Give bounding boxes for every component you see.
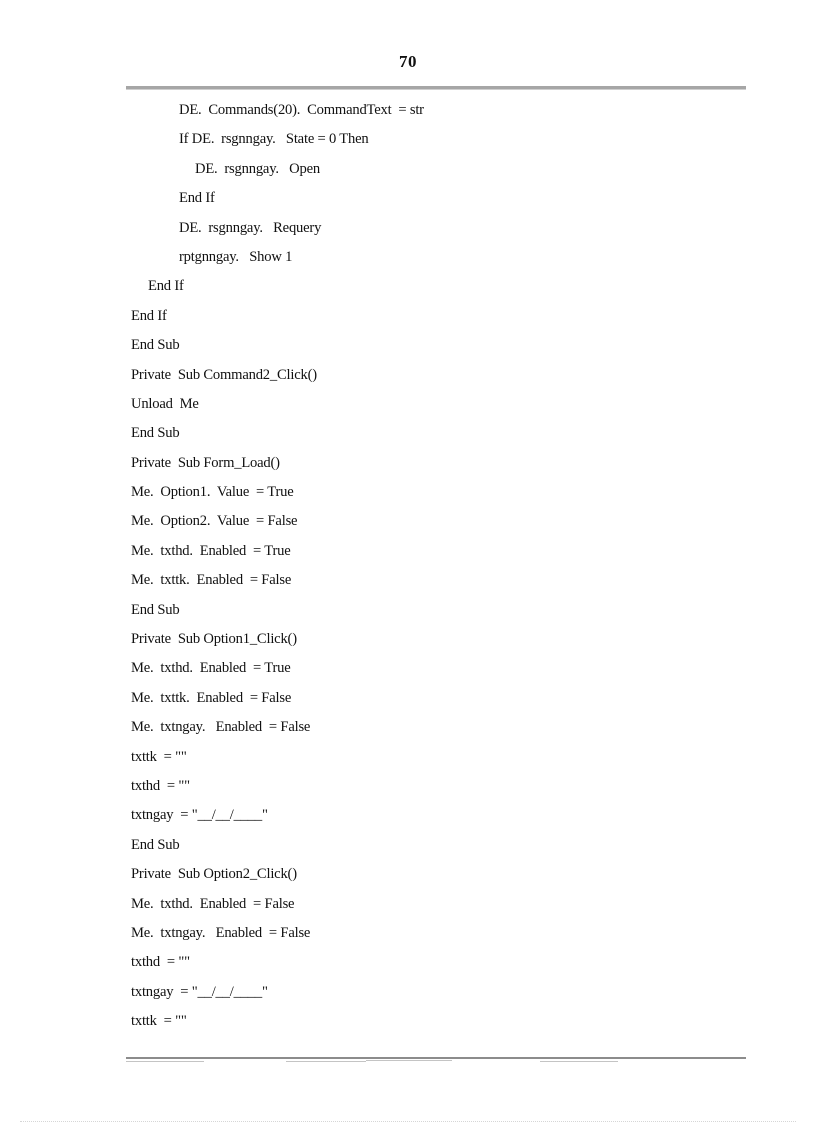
page-number: 70 xyxy=(399,52,417,71)
code-line: Me. Option2. Value = False xyxy=(131,513,298,530)
code-line: End If xyxy=(131,307,167,324)
footer-rule-segment xyxy=(286,1061,366,1062)
code-line: End If xyxy=(148,278,184,295)
code-line: txthd = "" xyxy=(131,954,190,971)
code-line: End Sub xyxy=(131,425,180,442)
code-line: DE. Commands(20). CommandText = str xyxy=(179,102,424,118)
code-line: txthd = "" xyxy=(131,777,190,794)
code-line: End Sub xyxy=(131,601,180,618)
code-line: Private Sub Command2_Click() xyxy=(131,366,317,383)
code-line: Me. txthd. Enabled = True xyxy=(131,660,291,677)
footer-rule-segment xyxy=(540,1061,618,1062)
code-line: End Sub xyxy=(131,337,180,354)
code-line: Me. txttk. Enabled = False xyxy=(131,689,292,706)
code-line: Me. Option1. Value = True xyxy=(131,484,294,501)
code-line: DE. rsgnngay. Requery xyxy=(179,219,322,236)
header-rule xyxy=(126,86,746,90)
code-line: If DE. rsgnngay. State = 0 Then xyxy=(179,131,369,148)
footer-rule-segment xyxy=(126,1061,204,1062)
footer-rule-segment xyxy=(366,1060,452,1061)
code-listing xyxy=(131,96,731,1037)
code-line: Private Sub Form_Load() xyxy=(131,454,280,471)
code-line: Me. txttk. Enabled = False xyxy=(131,572,292,589)
code-line: Me. txthd. Enabled = True xyxy=(131,542,291,559)
code-line: Private Sub Option1_Click() xyxy=(131,631,297,648)
code-line: txtngay = "__/__/____" xyxy=(131,983,268,1000)
code-line: DE. rsgnngay. Open xyxy=(195,160,320,177)
code-line: Me. txtngay. Enabled = False xyxy=(131,719,311,736)
code-line: End Sub xyxy=(131,836,180,853)
code-line: txttk = "" xyxy=(131,748,187,765)
code-line: txtngay = "__/__/____" xyxy=(131,807,268,824)
page-edge-divider xyxy=(20,1121,796,1122)
code-line: Private Sub Option2_Click() xyxy=(131,866,297,883)
code-line: Unload Me xyxy=(131,395,199,412)
code-line: Me. txtngay. Enabled = False xyxy=(131,924,311,941)
code-line: txttk = "" xyxy=(131,1013,187,1030)
code-line: End If xyxy=(179,190,215,207)
footer-rule xyxy=(126,1057,746,1059)
code-line: Me. txthd. Enabled = False xyxy=(131,895,295,912)
code-line: rptgnngay. Show 1 xyxy=(179,248,293,265)
